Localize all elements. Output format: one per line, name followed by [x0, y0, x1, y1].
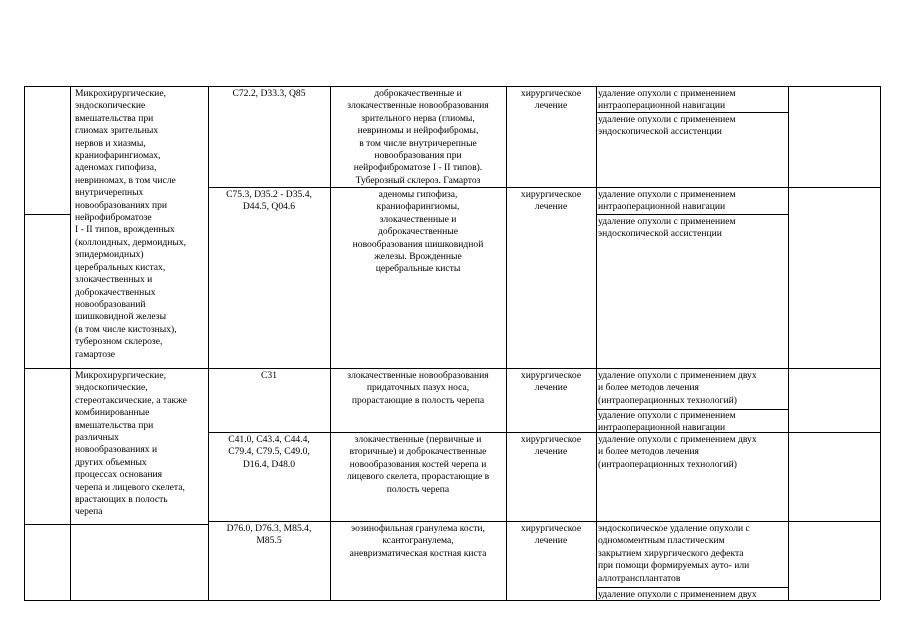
patient-model-cell-line: злокачественные новообразования — [347, 370, 489, 381]
treatment-type-cell — [507, 189, 595, 214]
icd-codes-cell-line: C75.3, D35.2 - D35.4, — [226, 189, 312, 200]
method-divider — [596, 214, 788, 215]
treatment-method-cell-line: удаление опухоли с применением — [598, 114, 736, 125]
patient-model-cell-line: новообразования шишковидной — [352, 238, 484, 250]
patient-model-cell — [331, 88, 505, 187]
group-name-cell-line: врастающих в полость — [75, 494, 168, 506]
patient-model-cell-line: аденомы гипофиза, — [378, 189, 458, 200]
group-name-cell-line: других объемных — [75, 456, 147, 468]
treatment-type-cell-line: лечение — [534, 201, 568, 213]
patient-model-cell-line: железы. Врожденные — [374, 251, 462, 263]
group-name-cell-line: невриномах, в том числе — [75, 174, 176, 186]
group-name-cell — [75, 370, 208, 519]
treatment-type-cell — [507, 523, 595, 548]
icd-codes-cell — [209, 189, 329, 214]
patient-model-cell-line: злокачественные и — [379, 213, 457, 225]
group-name-cell-line: (коллоидных, дермоидных, — [75, 236, 187, 248]
patient-model-cell-line: аневризматическая костная киста — [349, 547, 487, 559]
group-name-cell-line: эндоскопические — [75, 100, 146, 112]
group-name-cell-line: глиомах зрительных — [75, 125, 159, 137]
treatment-method-cell-line: эндоскопической ассистенции — [598, 228, 722, 240]
patient-model-cell-line: в том числе внутричерепные — [359, 137, 477, 149]
treatment-type-cell — [507, 434, 595, 459]
treatment-type-cell-line: лечение — [534, 446, 568, 458]
icd-codes-cell — [209, 523, 329, 548]
group-name-cell-line: эндоскопические, — [75, 382, 148, 394]
patient-model-cell-line: нейрофиброматозе I - II типов). — [353, 162, 483, 174]
icd-codes-cell — [209, 434, 329, 471]
treatment-method-cell — [598, 114, 786, 139]
patient-model-cell-line: ксантогранулема, — [382, 535, 454, 547]
group-name-cell-line: аденомах гипофиза, — [75, 162, 157, 174]
group-name-cell-line: процессах основания — [75, 469, 163, 481]
patient-model-cell — [331, 434, 505, 496]
icd-codes-cell-line: C41.0, C43.4, C44.4, — [228, 434, 310, 445]
group-name-cell-line: вмешательства при — [75, 419, 154, 431]
treatment-type-cell-line: хирургическое — [520, 88, 582, 99]
treatment-type-cell — [507, 370, 595, 395]
group-name-cell-line: нервов и хиазмы, — [75, 137, 146, 149]
table-top-border — [24, 86, 880, 87]
patient-model-cell-line: новообразования при — [374, 150, 462, 162]
treatment-method-cell-line: эндоскопической ассистенции — [598, 126, 722, 138]
number-cell-divider — [24, 214, 70, 215]
patient-model-cell-line: злокачественные (первичные и — [354, 434, 482, 445]
patient-model-cell-line: новообразования костей черепа и — [349, 458, 487, 470]
group-name-cell-line: нейрофиброматозе — [75, 212, 152, 224]
icd-codes-cell-line: C31 — [261, 370, 277, 381]
group-name-cell-line: туберозном склерозе, — [75, 336, 163, 348]
icd-codes-cell-line: M85.5 — [256, 535, 282, 547]
group-name-cell-line: I - II типов, врожденных — [75, 224, 175, 236]
group-name-cell-line: злокачественных и — [75, 274, 153, 286]
group-name-cell-line: черепа — [75, 506, 103, 518]
group-name-cell-line: новообразований — [75, 298, 146, 310]
treatment-method-cell-line: интраоперационной навигации — [598, 201, 726, 213]
icd-codes-cell-line: D16.4, D48.0 — [242, 458, 296, 470]
icd-codes-cell-line: C79.4, C79.5, C49.0, — [228, 446, 310, 458]
column-divider — [596, 86, 597, 600]
patient-model-cell-line: лицевого скелета, прорастающие в — [346, 471, 490, 483]
group-name-cell-line: (в том числе кистозных), — [75, 323, 177, 335]
treatment-type-cell-line: лечение — [534, 100, 568, 112]
patient-model-cell-line: невриномы и нейрофибромы, — [357, 125, 479, 137]
subrow-divider — [208, 521, 880, 522]
patient-model-cell-line: Туберозный склероз. Гамартоз — [355, 174, 481, 186]
patient-model-cell — [331, 370, 505, 407]
treatment-method-cell-line: удаление опухоли с применением двух — [598, 589, 757, 600]
treatment-method-cell-line: удаление опухоли с применением — [598, 189, 736, 200]
treatment-method-cell — [598, 434, 786, 471]
patient-model-cell-line: эозинофильная гранулема кости, — [351, 523, 485, 534]
patient-model-cell — [331, 189, 505, 276]
patient-model-cell-line: доброкачественные и — [374, 88, 462, 99]
treatment-method-cell — [598, 410, 786, 435]
patient-model-cell-line: придаточных пазух носа, — [366, 382, 470, 394]
treatment-method-cell-line: аллотрансплантатов — [598, 572, 681, 584]
group-name-cell-line: новообразованиях и — [75, 444, 158, 456]
group-name-cell-line: шишковидной железы — [75, 311, 167, 323]
treatment-type-cell-line: хирургическое — [520, 523, 582, 534]
table-right-border — [880, 86, 881, 600]
group-name-cell-line: новообразованиях при — [75, 199, 168, 211]
icd-codes-cell — [209, 88, 329, 100]
treatment-method-cell-line: эндоскопическое удаление опухоли с — [598, 523, 750, 534]
treatment-method-cell-line: закрытием хирургического дефекта — [598, 547, 744, 559]
column-divider — [70, 86, 71, 600]
treatment-method-cell-line: удаление опухоли с применением — [598, 88, 736, 99]
group-name-cell-line: различных — [75, 432, 119, 444]
icd-codes-cell-line: C72.2, D33.3, Q85 — [232, 88, 306, 99]
treatment-type-cell-line: хирургическое — [520, 370, 582, 381]
group-name-cell-line: вмешательства при — [75, 112, 154, 124]
treatment-method-cell-line: (интраоперационных технологий) — [598, 394, 737, 406]
treatment-method-cell — [598, 189, 786, 214]
patient-model-cell-line: краниофарингиомы, — [376, 201, 460, 213]
subrow-divider — [208, 187, 880, 188]
patient-model-cell-line: прорастающие в полость черепа — [351, 394, 485, 406]
icd-codes-cell — [209, 370, 329, 382]
group-name-cell-line: церебральных кистах, — [75, 261, 166, 273]
group-name-cell-line: эпидермоидных) — [75, 249, 144, 261]
group-name-cell-line: черепа и лицевого скелета, — [75, 481, 185, 493]
treatment-method-cell-line: удаление опухоли с применением — [598, 216, 736, 227]
treatment-method-cell — [598, 370, 786, 407]
group-name-cell-line: Микрохирургические, — [75, 88, 166, 99]
patient-model-cell-line: зрительного нерва (глиомы, — [361, 112, 475, 124]
group-name-cell-line: стереотаксические, а также — [75, 394, 187, 406]
treatment-method-cell-line: (интраоперационных технологий) — [598, 458, 737, 470]
patient-model-cell-line: полость черепа — [386, 483, 450, 495]
treatment-method-cell-line: интраоперационной навигации — [598, 422, 726, 434]
method-divider — [596, 587, 788, 588]
column-divider — [788, 86, 789, 600]
group-name-cell — [75, 88, 208, 361]
patient-model-cell-line: злокачественные новообразования — [347, 100, 489, 112]
treatment-type-cell-line: лечение — [534, 382, 568, 394]
patient-model-cell — [331, 523, 505, 560]
patient-model-cell-line: церебральные кисты — [375, 263, 461, 275]
icd-codes-cell-line: D44.5, Q04.6 — [242, 201, 296, 213]
group-name-cell-line: Микрохирургические, — [75, 370, 166, 381]
group-name-cell-line: гамартозе — [75, 348, 116, 360]
treatment-method-cell-line: и более методов лечения — [598, 382, 699, 394]
treatment-method-cell-line: удаление опухоли с применением двух — [598, 370, 757, 381]
table-left-border — [24, 86, 25, 600]
treatment-method-cell-line: одномоментным пластическим — [598, 535, 725, 547]
patient-model-cell-line: вторичные) и доброкачественные — [349, 446, 487, 458]
treatment-method-cell-line: при помощи формируемых ауто- или — [598, 560, 750, 572]
group-name-cell-line: краниофарингиомах, — [75, 150, 161, 162]
treatment-type-cell — [507, 88, 595, 113]
treatment-method-cell — [598, 589, 786, 601]
treatment-method-cell-line: интраоперационной навигации — [598, 100, 726, 112]
group-name-cell-line: внутричерепных — [75, 187, 144, 199]
treatment-method-cell — [598, 523, 786, 585]
treatment-method-cell-line: удаление опухоли с применением двух — [598, 434, 757, 445]
treatment-type-cell-line: лечение — [534, 535, 568, 547]
group-divider — [24, 368, 880, 369]
treatment-type-cell-line: хирургическое — [520, 434, 582, 445]
group-name-cell-line: комбинированные — [75, 407, 150, 419]
treatment-method-cell — [598, 88, 786, 113]
treatment-method-cell-line: удаление опухоли с применением — [598, 410, 736, 421]
patient-model-cell-line: доброкачественные — [377, 226, 459, 238]
group-name-cell-divider — [70, 524, 208, 525]
treatment-method-cell-line: и более методов лечения — [598, 446, 699, 458]
treatment-method-cell — [598, 216, 786, 241]
number-cell-divider — [24, 524, 70, 525]
group-name-cell-line: доброкачественных — [75, 286, 156, 298]
treatment-type-cell-line: хирургическое — [520, 189, 582, 200]
icd-codes-cell-line: D76.0, D76.3, M85.4, — [226, 523, 312, 534]
